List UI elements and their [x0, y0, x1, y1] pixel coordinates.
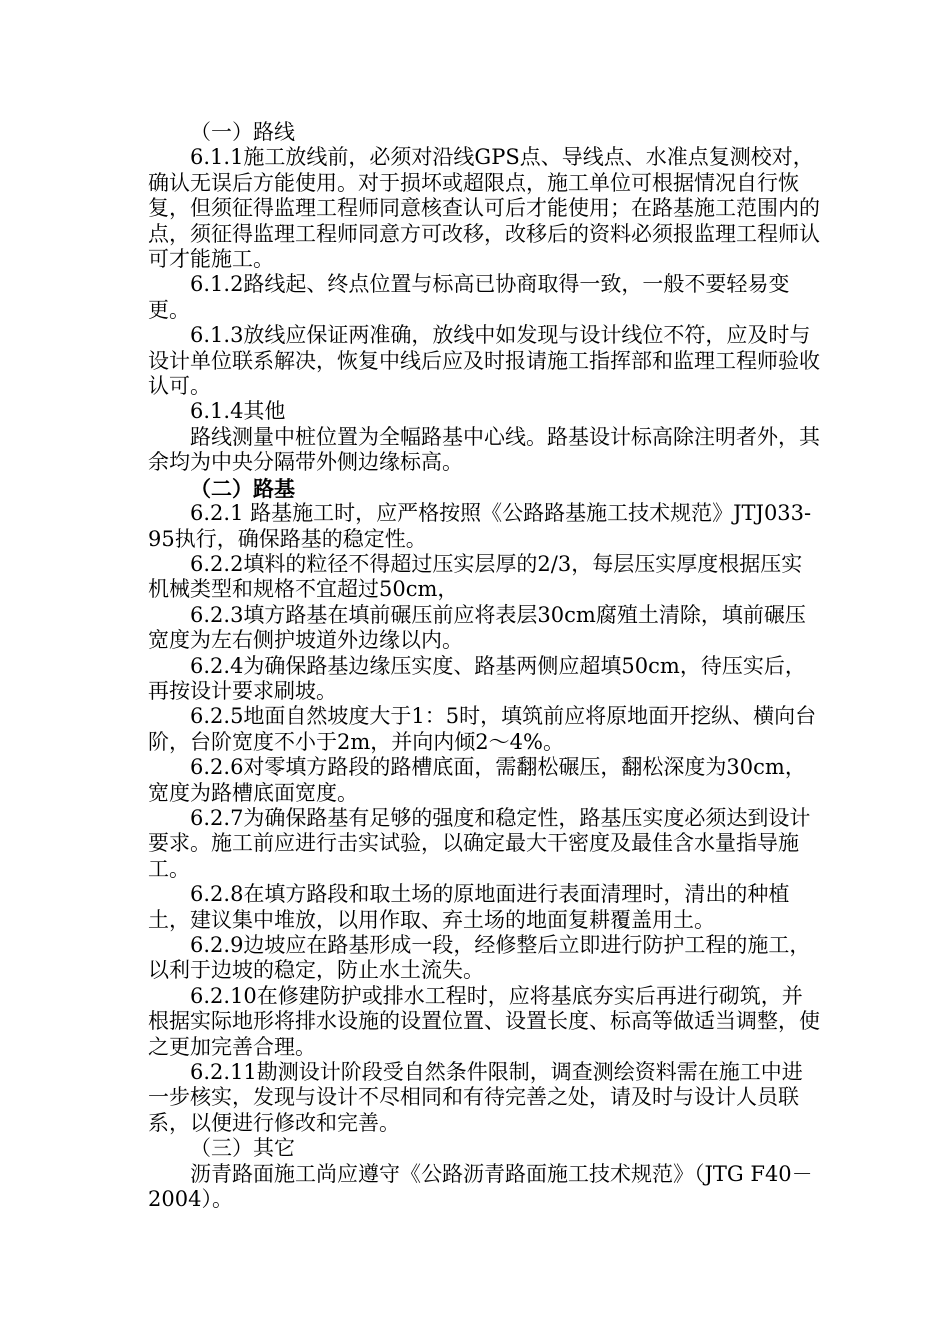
clause-6-2-7: 6.2.7为确保路基有足够的强度和稳定性，路基压实度必须达到设计要求。施工前应进行击实试验，以确定最大干密度及最佳含水量指导施工。 [148, 805, 811, 881]
section-heading-subgrade: （二）路基 [190, 475, 295, 501]
section-heading-route: （一）路线 [190, 120, 295, 144]
document-page [148, 120, 820, 1212]
clause-6-1-3: 6.1.3放线应保证两准确，放线中如发现与设计线位不符，应及时与设计单位联系解决，恢复中线后应及时报请施工指挥部和监理工程师验收认可。 [148, 323, 820, 399]
clause-6-2-11: 6.2.11勘测设计阶段受自然条件限制，调查测绘资料需在施工中进一步核实，发现与设计不尽相同和有待完善之处，请及时与设计人员联系，以便进行修改和完善。 [148, 1060, 803, 1135]
clause-6-1-2: 6.1.2路线起、终点位置与标高已协商取得一致，一般不要轻易变更。 [148, 272, 790, 322]
clause-6-2-2: 6.2.2填料的粒径不得超过压实层厚的2/3，每层压实厚度根据压实机械类型和规格不宜超过50cm， [148, 551, 803, 602]
clause-6-1-4: 6.1.4其他 [190, 399, 286, 424]
clause-6-2-6: 6.2.6对零填方路段的路槽底面，需翻松碾压，翻松深度为30cm，宽度为路槽底面宽度。 [148, 755, 806, 805]
clause-6-2-9: 6.2.9边坡应在路基形成一段，经修整后立即进行防护工程的施工，以利于边坡的稳定，防止水土流失。 [148, 933, 811, 983]
clause-6-2-1: 6.2.1 路基施工时，应严格按照《公路路基施工技术规范》JTJ033-95执行，确保路基的稳定性。 [148, 501, 812, 551]
clause-6-2-8: 6.2.8在填方路段和取土场的原地面进行表面清理时，清出的种植土，建议集中堆放，以用作取、弃土场的地面复耕覆盖用土。 [148, 882, 790, 932]
clause-6-1-1: 6.1.1施工放线前，必须对沿线GPS点、导线点、水准点复测校对，确认无误后方能使用。对于损坏或超限点，施工单位可根据情况自行恢复，但须征得监理工程师同意核查认可后才能使用；在路基施工范围内的点，须征得监理工程师同意方可改移，改移后的资料必须报监理工程师认可才能施工。 [148, 145, 820, 272]
clause-6-2-10: 6.2.10在修建防护或排水工程时，应将基底夯实后再进行砌筑，并根据实际地形将排水设施的设置位置、设置长度、标高等做适当调整，使之更加完善合理。 [148, 983, 820, 1059]
clause-6-1-4-body: 路线测量中桩位置为全幅路基中心线。路基设计标高除注明者外，其余均为中央分隔带外侧边缘标高。 [148, 424, 820, 475]
other-body: 沥青路面施工尚应遵守《公路沥青路面施工技术规范》（JTG F40－2004）。 [148, 1161, 813, 1212]
section-heading-other: （三）其它 [190, 1136, 295, 1161]
clause-6-2-5: 6.2.5地面自然坡度大于1：5时，填筑前应将原地面开挖纵、横向台阶，台阶宽度不小于2m，并向内倾2～4%。 [148, 704, 817, 754]
clause-6-2-4: 6.2.4为确保路基边缘压实度、路基两侧应超填50cm，待压实后，再按设计要求刷坡。 [148, 653, 806, 703]
clause-6-2-3: 6.2.3填方路基在填前碾压前应将表层30cm腐殖土清除，填前碾压宽度为左右侧护坡道外边缘以内。 [148, 602, 806, 653]
